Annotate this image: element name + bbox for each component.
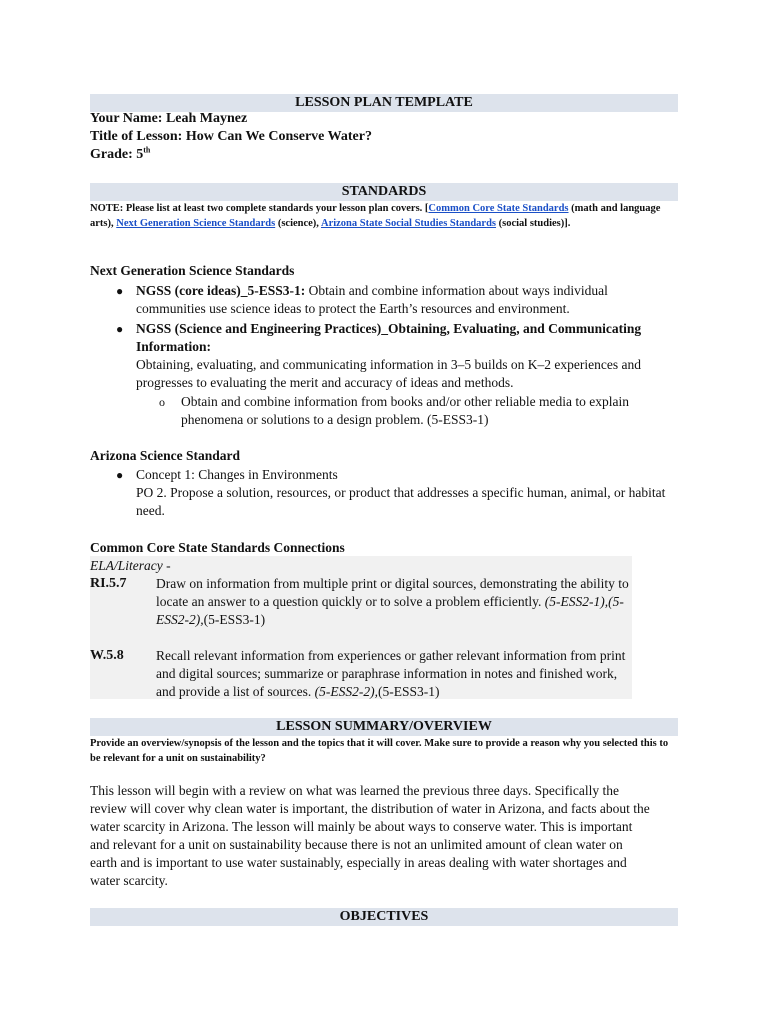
bullet-icon: ● <box>116 284 124 298</box>
ngss-practices-label: NGSS (Science and Engineering Practices)_Obtaining, Evaluating, and Communicating Information: <box>136 321 642 354</box>
grade-suffix: th <box>143 145 151 155</box>
name-label: Your Name: <box>90 111 163 126</box>
ccss-code: RI.5.7 <box>90 576 127 591</box>
link-arizona-social-studies[interactable]: Arizona State Social Studies Standards <box>320 218 497 229</box>
ccss-table <box>90 556 632 699</box>
link-ngss[interactable]: Next Generation Science Standards <box>116 218 276 229</box>
ccss-subheading: ELA/Literacy - <box>90 558 171 573</box>
ngss-heading: Next Generation Science Standards <box>90 263 295 278</box>
summary-body: This lesson will begin with a review on what was learned the previous three days. Specifically the review will cover why clean water is important, the distribution of water in Arizona, and facts about the water scarcity in Arizona. The lesson will mainly be about ways to conserve water. This is important and relevant for a unit on sustainability because there is not an unlimited amount of clean water on earth and is important to use water sustainably, especially in areas dealing with water shortages and water scarcity. <box>90 783 650 888</box>
grade-label: Grade: <box>90 147 133 162</box>
circle-bullet-icon: o <box>159 395 165 409</box>
grade-line <box>90 146 150 164</box>
arizona-concept: Concept 1: Changes in Environments <box>136 467 338 482</box>
standards-bar <box>90 183 678 201</box>
name-line <box>90 110 247 128</box>
ngss-item-practices <box>116 320 666 392</box>
summary-prompt: Provide an overview/synopsis of the lesson and the topics that it will cover. Make sure to provide a reason why you selected this to be relevant for a unit on sustainability? <box>90 738 669 764</box>
objectives-bar <box>90 908 678 926</box>
ccss-desc-text: Recall relevant information from experiences or gather relevant information from print and digital sources; summarize or paraphrase information in notes and finished work, and provide a list of sources. <box>156 648 626 699</box>
note-prefix: NOTE: Please list at least two complete standards your lesson plan covers. [ <box>90 203 429 214</box>
ngss-practices-text: Obtaining, evaluating, and communicating information in 3–5 builds on K–2 experiences and progresses to evaluating the merit and accuracy of ideas and methods. <box>136 357 642 390</box>
ccss-refs: (5-ESS3-1) <box>203 612 266 627</box>
bullet-icon: ● <box>116 322 124 336</box>
name-value: Leah Maynez <box>165 111 248 126</box>
page-title: LESSON PLAN TEMPLATE <box>295 95 473 110</box>
arizona-item <box>116 466 666 520</box>
lesson-title-line <box>90 128 372 146</box>
ccss-desc <box>156 575 631 629</box>
arizona-po: PO 2. Propose a solution, resources, or product that addresses a specific human, animal, or habitat need. <box>136 485 666 518</box>
ngss-core-text: Obtain and combine information about ways individual communities use science ideas to protect the Earth’s resources and environment. <box>136 283 608 316</box>
arizona-heading: Arizona Science Standard <box>90 448 240 463</box>
note-science: (science), <box>275 218 321 229</box>
ccss-refs: (5-ESS3-1) <box>377 684 440 699</box>
note-math: (math and language arts), <box>90 203 661 229</box>
standards-note <box>90 201 680 231</box>
summary-title: LESSON SUMMARY/OVERVIEW <box>276 719 492 734</box>
summary-bar <box>90 718 678 736</box>
ngss-item-core-ideas <box>116 282 666 318</box>
ccss-refs-italic: (5-ESS2-1),(5-ESS2-2), <box>156 594 624 627</box>
grade-value: 5 <box>136 147 144 162</box>
link-common-core[interactable]: Common Core State Standards <box>428 203 569 214</box>
standards-title: STANDARDS <box>341 184 427 199</box>
ccss-refs-italic: (5-ESS2-2), <box>314 684 378 699</box>
ccss-heading: Common Core State Standards Connections <box>90 540 345 555</box>
ccss-desc <box>156 647 631 701</box>
note-social: (social studies)]. <box>496 218 571 229</box>
objectives-title: OBJECTIVES <box>339 909 429 924</box>
ngss-core-label: NGSS (core ideas)_5-ESS3-1: <box>136 283 306 298</box>
ccss-code: W.5.8 <box>90 648 124 663</box>
ccss-desc-text: Draw on information from multiple print or digital sources, demonstrating the ability to locate an answer to a question quickly or to solve a problem efficiently. <box>156 576 629 609</box>
lesson-title-label: Title of Lesson: <box>90 129 183 144</box>
lesson-title-value: How Can We Conserve Water? <box>185 129 372 144</box>
ngss-practices-subtext: Obtain and combine information from books and/or other reliable media to explain phenomena or solutions to a design problem. (5-ESS3-1) <box>181 394 629 427</box>
bullet-icon: ● <box>116 468 124 482</box>
ngss-practices-subitem <box>159 393 656 429</box>
